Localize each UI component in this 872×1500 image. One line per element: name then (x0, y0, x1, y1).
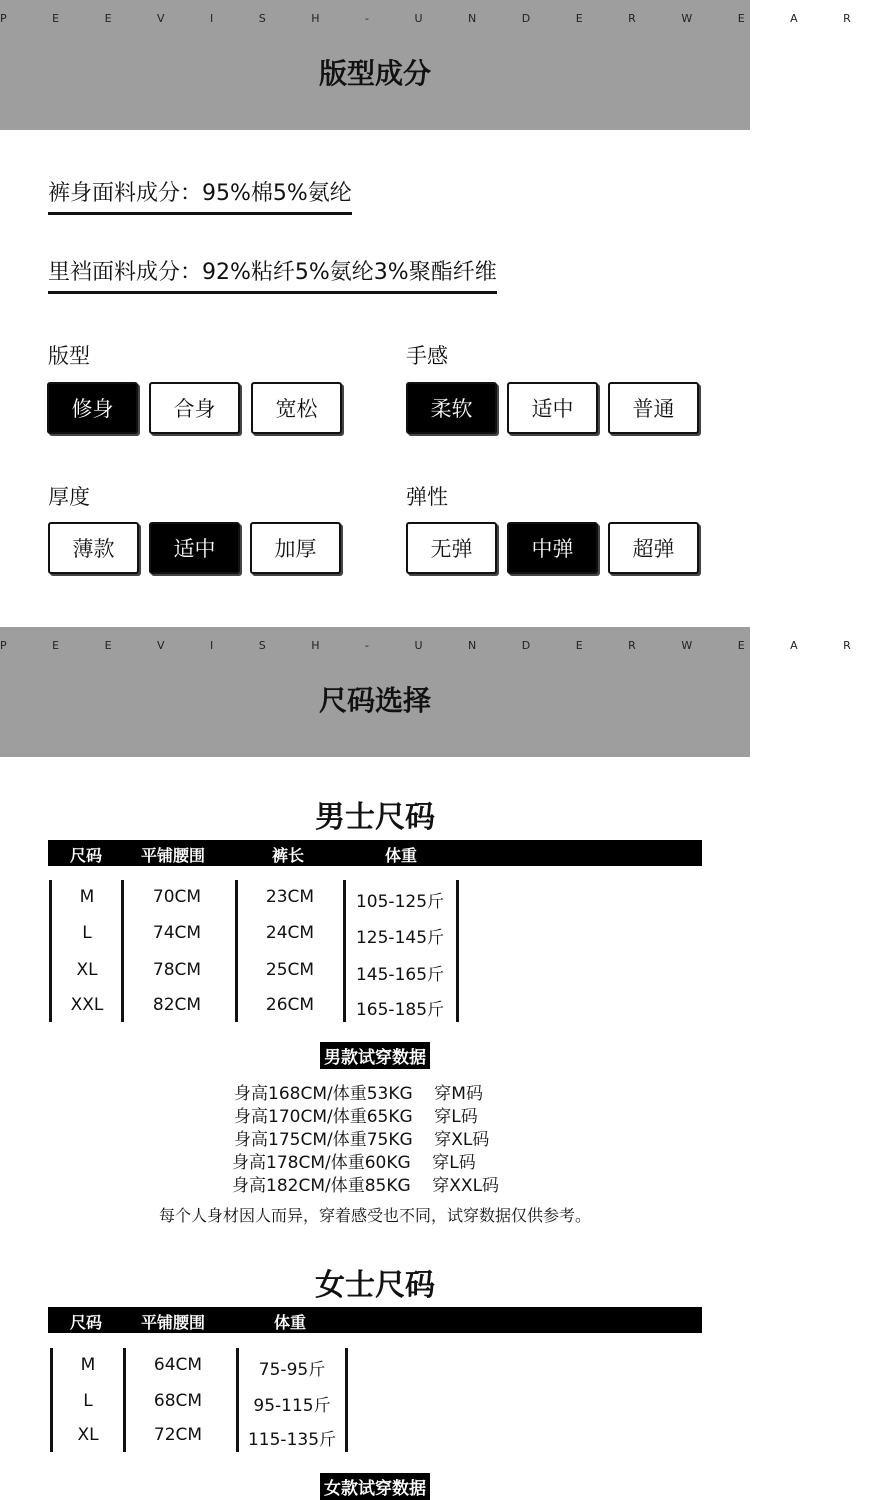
header-waist: 平铺腰围 (141, 846, 206, 865)
header-waist: 平铺腰围 (141, 1313, 206, 1332)
trial-line: 身高182CM/体重85KG 穿XXL码 (232, 1176, 500, 1196)
table-divider (49, 880, 52, 1022)
option-group-label: 弹性 (406, 485, 448, 509)
table-divider (456, 880, 459, 1022)
fabric-body-composition: 裤身面料成分：95%棉5%氨纶 (48, 176, 352, 215)
women-trial-title: 女款试穿数据 (320, 1473, 430, 1500)
option-choice[interactable]: 无弹 (406, 522, 497, 574)
banner-title: 尺码选择 (318, 684, 431, 717)
table-divider (236, 1348, 239, 1452)
option-group-label: 手感 (406, 344, 448, 368)
brand-subtitle: P E E V I S H - U N D E R W E A R (0, 639, 872, 652)
table-cell: M (80, 1355, 96, 1375)
option-choice[interactable]: 适中 (149, 522, 240, 574)
brand-subtitle: P E E V I S H - U N D E R W E A R (0, 12, 872, 25)
table-cell: 78CM (152, 960, 202, 980)
option-choice[interactable]: 加厚 (250, 522, 341, 574)
table-cell: XL (76, 960, 98, 980)
women-size-title: 女士尺码 (315, 1268, 435, 1303)
header-size: 尺码 (70, 1313, 103, 1332)
trial-line: 身高178CM/体重60KG 穿L码 (232, 1153, 476, 1173)
table-cell: 70CM (152, 887, 202, 907)
option-group-label: 厚度 (48, 485, 90, 509)
table-cell: 75-95斤 (258, 1360, 326, 1380)
option-choice[interactable]: 修身 (47, 382, 138, 434)
trial-note: 每个人身材因人而异，穿着感受也不同，试穿数据仅供参考。 (158, 1206, 591, 1225)
table-divider (343, 880, 346, 1022)
option-choice[interactable]: 宽松 (251, 382, 342, 434)
option-group-label: 版型 (48, 344, 90, 368)
option-choice[interactable]: 薄款 (48, 522, 139, 574)
table-cell: 125-145斤 (355, 928, 445, 948)
option-choice[interactable]: 超弹 (608, 522, 699, 574)
table-divider (235, 880, 238, 1022)
table-divider (123, 1348, 126, 1452)
option-choice[interactable]: 柔软 (406, 382, 497, 434)
header-weight: 体重 (274, 1313, 307, 1332)
table-cell: 68CM (153, 1391, 203, 1411)
table-divider (50, 1348, 53, 1452)
banner-size-selection (0, 627, 872, 757)
trial-line: 身高168CM/体重53KG 穿M码 (234, 1084, 483, 1104)
table-cell: 74CM (152, 923, 202, 943)
header-size: 尺码 (70, 846, 103, 865)
option-choice[interactable]: 适中 (507, 382, 598, 434)
table-cell: 24CM (265, 923, 315, 943)
table-cell: M (79, 887, 95, 907)
header-weight: 体重 (385, 846, 418, 865)
header-length: 裤长 (272, 846, 305, 865)
trial-line: 身高175CM/体重75KG 穿XL码 (234, 1130, 490, 1150)
table-cell: 105-125斤 (355, 892, 445, 912)
option-choice[interactable]: 合身 (149, 382, 240, 434)
table-cell: 95-115斤 (253, 1396, 331, 1416)
table-cell: 26CM (265, 995, 315, 1015)
table-cell: XXL (70, 995, 104, 1015)
fabric-crotch-composition: 里裆面料成分：92%粘纤5%氨纶3%聚酯纤维 (48, 255, 497, 294)
women-table-header (48, 1307, 702, 1333)
table-cell: 115-135斤 (247, 1430, 337, 1450)
table-divider (121, 880, 124, 1022)
table-cell: 25CM (265, 960, 315, 980)
table-divider (345, 1348, 348, 1452)
option-choice[interactable]: 普通 (608, 382, 699, 434)
trial-line: 身高170CM/体重65KG 穿L码 (234, 1107, 478, 1127)
table-cell: XL (77, 1425, 99, 1445)
table-cell: 64CM (153, 1355, 203, 1375)
men-table-header (48, 840, 702, 866)
option-choice[interactable]: 中弹 (507, 522, 598, 574)
table-cell: 165-185斤 (355, 1000, 445, 1020)
table-cell: L (82, 923, 92, 943)
banner-title: 版型成分 (318, 57, 431, 90)
men-trial-title: 男款试穿数据 (320, 1042, 430, 1069)
men-size-title: 男士尺码 (315, 800, 435, 835)
table-cell: 72CM (153, 1425, 203, 1445)
table-cell: 23CM (265, 887, 315, 907)
table-cell: L (83, 1391, 93, 1411)
banner-fit-composition (0, 0, 872, 130)
table-cell: 145-165斤 (355, 965, 445, 985)
table-cell: 82CM (152, 995, 202, 1015)
